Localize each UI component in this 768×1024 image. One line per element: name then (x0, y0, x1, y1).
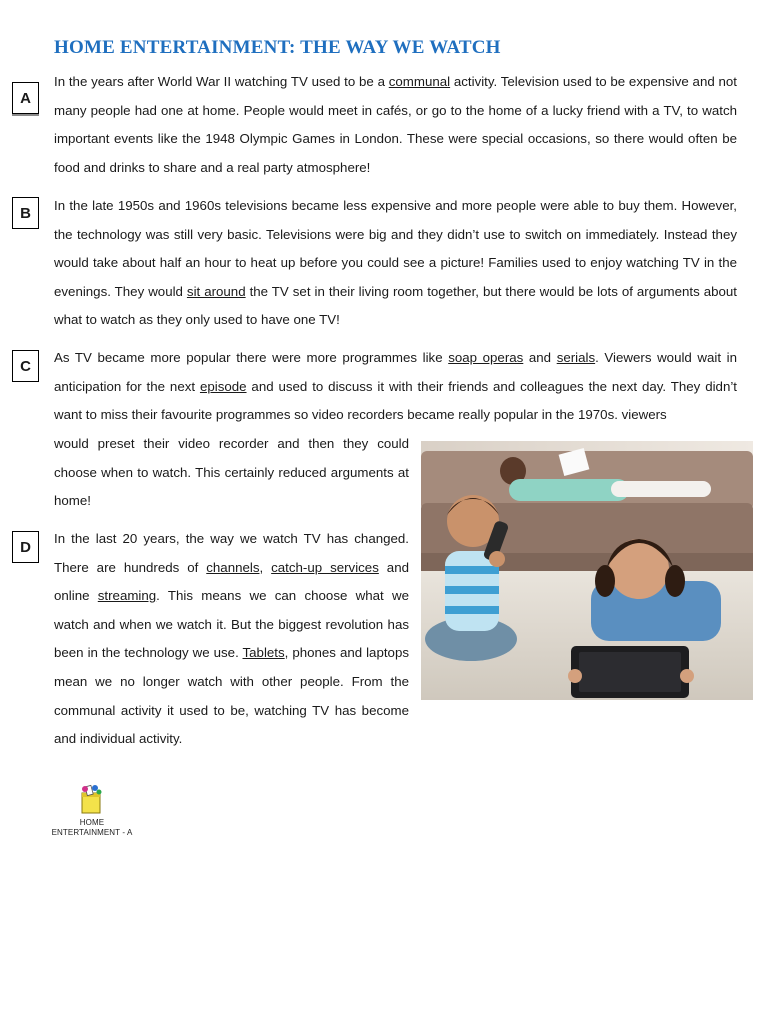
paragraph-b: In the late 1950s and 1960s televisions became less expensive and more people were able to buy them. However, the technology was still very basic. Televisions were big and they didn’t use to switch on immediately. Instead they would take about half an hour to heat up before you could see a picture! Families used to enjoy watching TV in the evenings. They would sit around the TV set in their living room together, but there would be lots of arguments about what to watch as they only used to have one TV! (54, 198, 737, 328)
file-package-icon[interactable] (78, 783, 106, 820)
paragraph-a: In the years after World War II watching TV used to be a communal activity. Television used to be expensive and not many people had one at home. People would meet in cafés, or go to the home of a lucky friend with a TV, to watch important events like the 1948 Olympic Games in London. These were special occasions, so there would often be food and drinks to share and a real party atmosphere! (54, 74, 737, 175)
paragraph-c-narrow: would preset their video recorder and then they could choose when to watch. This certainly reduced arguments at home! (54, 436, 409, 509)
attachment-label[interactable] (50, 818, 134, 838)
vocabulary-term: Tablets (242, 645, 285, 661)
attachment-label-line2: ENTERTAINMENT - A (51, 828, 133, 837)
section-label-d: D (12, 531, 39, 563)
attachment-label-line1: HOME (79, 818, 105, 827)
vocabulary-term: catch-up services (271, 559, 379, 575)
section-label-a: A (12, 82, 39, 114)
vocabulary-term: serials (556, 350, 596, 365)
section-label-c: C (12, 350, 39, 382)
vocabulary-term: soap operas (448, 350, 524, 365)
paragraph-c-wide: As TV became more popular there were more programmes like soap operas and serials. Viewers would wait in anticipation for the next episode and used to discuss it with their friends and colleagues the next day. They didn’t want to miss their favourite programmes so video recorders became really popular in the 1970s. viewers (54, 350, 737, 423)
vocabulary-term: episode (199, 378, 247, 394)
page-title: HOME ENTERTAINMENT: THE WAY WE WATCH (54, 37, 501, 58)
vocabulary-term: communal (388, 74, 451, 89)
children-watching-screens-photo (421, 441, 753, 700)
vocabulary-term: streaming (97, 588, 157, 604)
section-label-b: B (12, 197, 39, 229)
paragraph-d: In the last 20 years, the way we watch TV has changed. There are hundreds of channels, catch-up services and online streaming. This means we can choose what we watch and when we watch it. But the biggest revolution has been in the technology we use. Tablets, phones and laptops mean we no longer watch with other people. From the communal activity it used to be, watching TV has become and individual activity. (54, 531, 410, 747)
vocabulary-term: channels (206, 559, 260, 575)
vocabulary-term: sit around (186, 283, 246, 299)
